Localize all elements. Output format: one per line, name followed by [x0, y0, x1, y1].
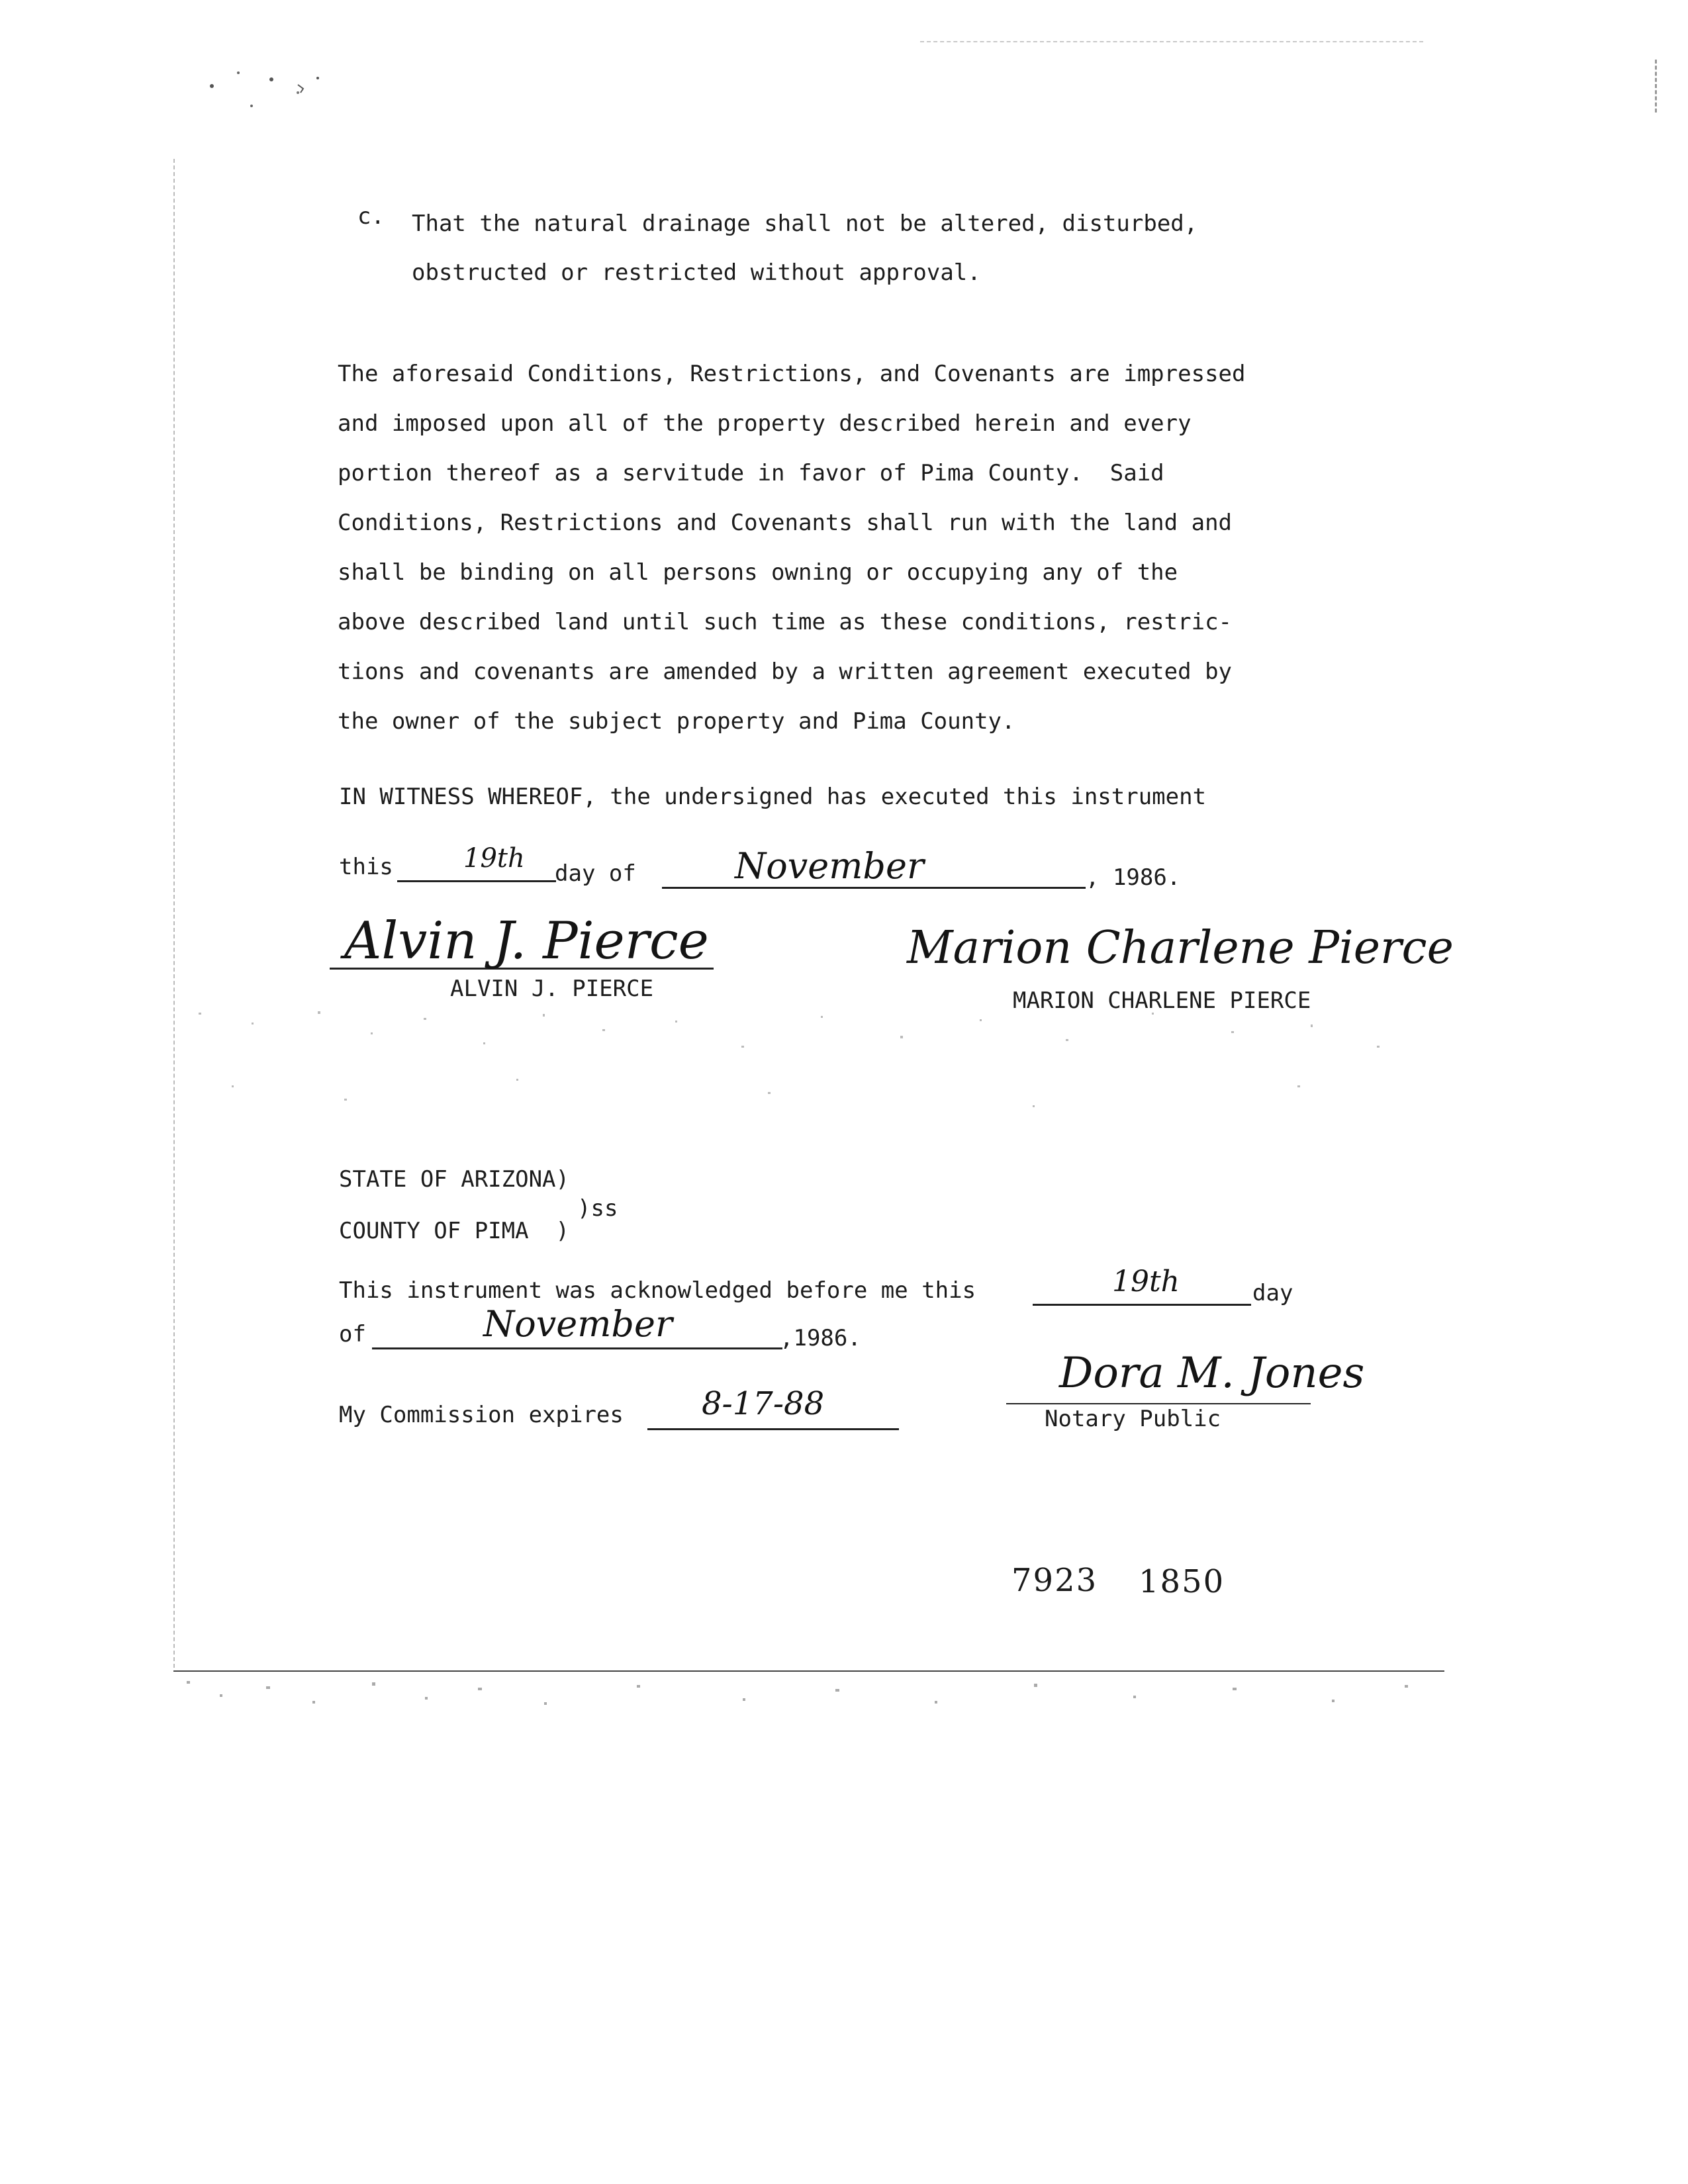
covenant-line-4: Conditions, Restrictions and Covenants shall run with the land and [338, 510, 1233, 536]
witness-day-blank [397, 880, 556, 882]
scan-noise-band-bottom [173, 1674, 1444, 1714]
covenant-line-5: shall be binding on all persons owning or occupying any of the [338, 559, 1178, 586]
witness-month-value: November [735, 845, 924, 887]
scan-edge-bottom [173, 1670, 1444, 1672]
witness-this-label: this [339, 854, 393, 880]
scan-edge-right [1655, 60, 1657, 113]
scan-noise-top-left [199, 60, 357, 139]
recording-page-number: 1850 [1139, 1563, 1225, 1600]
notary-ss-line: )ss [577, 1195, 618, 1222]
notary-public-label: Notary Public [1045, 1406, 1221, 1432]
covenant-line-1: The aforesaid Conditions, Restrictions, and Covenants are impressed [338, 361, 1246, 387]
notary-of-label: of [339, 1321, 366, 1347]
notary-commission-label: My Commission expires [339, 1402, 624, 1428]
notary-commission-blank [647, 1428, 899, 1430]
notary-signature-line [1006, 1403, 1311, 1404]
scan-noise-band-middle [172, 1006, 1430, 1125]
scan-edge-top [920, 41, 1423, 42]
signer1-signature: Alvin J. Pierce [344, 911, 709, 971]
notary-ack-line: This instrument was acknowledged before me this [339, 1277, 976, 1304]
notary-state-line: STATE OF ARIZONA) [339, 1166, 569, 1193]
covenant-line-3: portion thereof as a servitude in favor of Pima County. Said [338, 460, 1164, 486]
notary-ack-month-value: November [483, 1303, 673, 1345]
notary-ack-month-blank [372, 1347, 782, 1349]
witness-month-blank [662, 887, 1086, 889]
signer1-name: ALVIN J. PIERCE [450, 976, 654, 1002]
notary-ack-day-value: 19th [1112, 1265, 1180, 1298]
notary-ack-year: ,1986. [780, 1325, 861, 1351]
covenant-line-7: tions and covenants are amended by a written agreement executed by [338, 659, 1233, 685]
witness-statement: IN WITNESS WHEREOF, the undersigned has executed this instrument [339, 784, 1207, 810]
notary-commission-value: 8-17-88 [702, 1385, 825, 1422]
clause-c-line-1: That the natural drainage shall not be altered, disturbed, [412, 210, 1198, 237]
covenant-line-2: and imposed upon all of the property described herein and every [338, 410, 1192, 437]
witness-day-value: 19th [463, 843, 525, 874]
scan-edge-left [173, 159, 175, 1668]
witness-day-of-label: day of [555, 860, 636, 887]
notary-county-line: COUNTY OF PIMA ) [339, 1218, 569, 1244]
signer2-signature: Marion Charlene Pierce [907, 922, 1454, 974]
covenant-line-8: the owner of the subject property and Pima County. [338, 708, 1015, 735]
recording-docket-number: 7923 [1011, 1562, 1098, 1599]
covenant-line-6: above described land until such time as these conditions, restric- [338, 609, 1233, 635]
notary-ack-day-label: day [1252, 1280, 1293, 1306]
clause-c-marker: c. [357, 203, 385, 230]
clause-c-line-2: obstructed or restricted without approval. [412, 259, 981, 286]
witness-year: , 1986. [1086, 864, 1181, 891]
signer2-name: MARION CHARLENE PIERCE [1013, 987, 1311, 1014]
notary-ack-day-blank [1033, 1304, 1251, 1306]
notary-signature: Dora M. Jones [1059, 1349, 1365, 1398]
